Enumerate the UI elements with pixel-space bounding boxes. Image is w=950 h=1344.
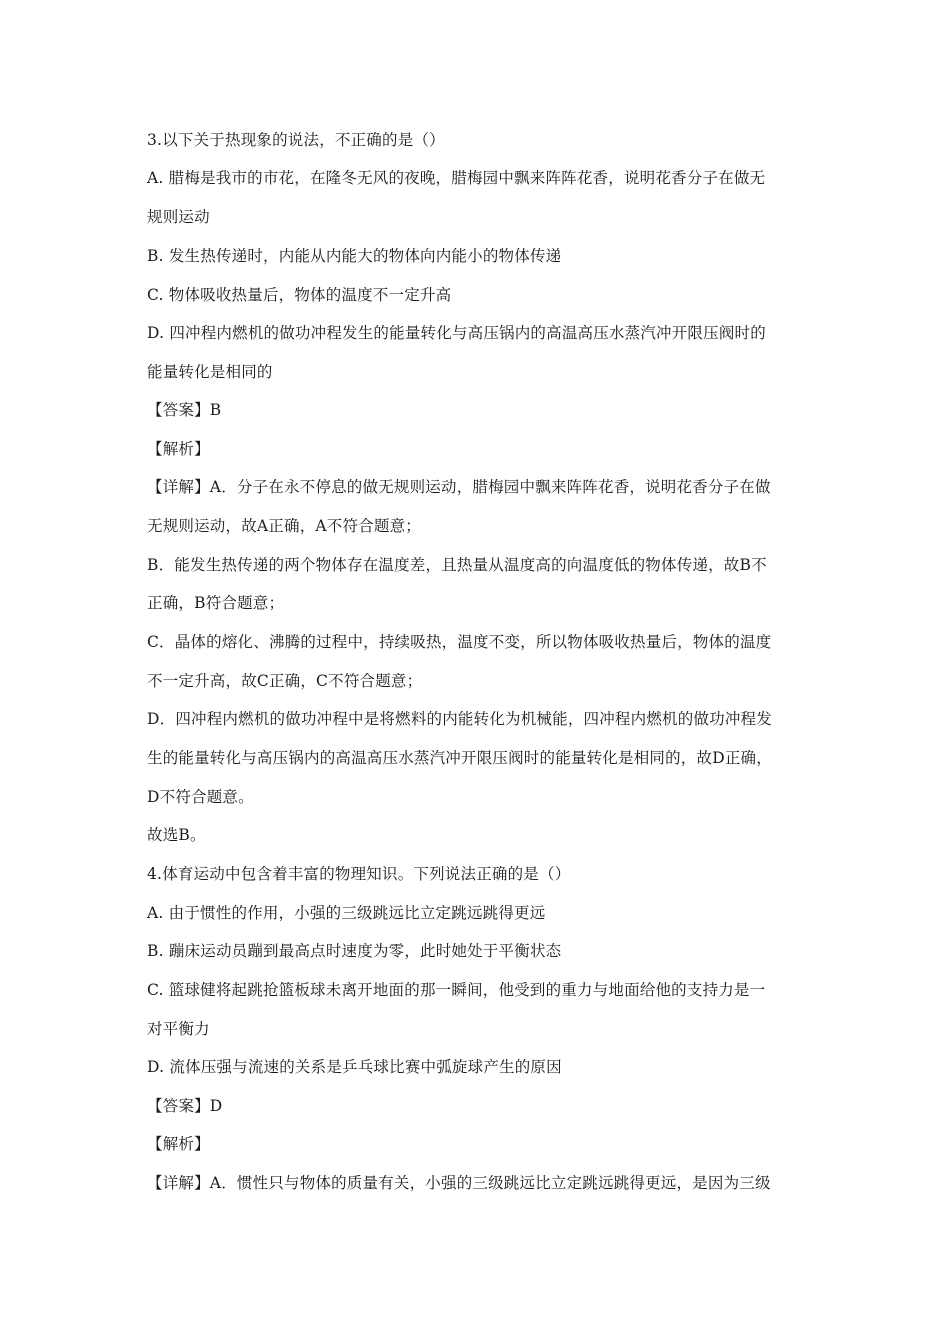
q4-option-b: B. 蹦床运动员蹦到最高点时速度为零，此时她处于平衡状态 — [147, 942, 562, 960]
q3-option-a-line1: A. 腊梅是我市的市花，在隆冬无风的夜晚，腊梅园中飘来阵阵花香，说明花香分子在做无 — [147, 169, 766, 187]
q3-detail-line8: 生的能量转化与高压锅内的高温高压水蒸汽冲开限压阀时的能量转化是相同的，故D正确， — [147, 749, 772, 767]
q3-stem: 3.以下关于热现象的说法，不正确的是（） — [147, 131, 445, 149]
q4-option-c-line2: 对平衡力 — [147, 1020, 210, 1038]
q3-detail-line7: D．四冲程内燃机的做功冲程中是将燃料的内能转化为机械能，四冲程内燃机的做功冲程发 — [147, 710, 772, 728]
q3-conclusion: 故选B。 — [147, 826, 206, 844]
q4-stem: 4.体育运动中包含着丰富的物理知识。下列说法正确的是（） — [147, 865, 571, 883]
q3-option-b: B. 发生热传递时，内能从内能大的物体向内能小的物体传递 — [147, 247, 562, 265]
q3-analysis-heading: 【解析】 — [147, 440, 210, 458]
q4-option-d: D. 流体压强与流速的关系是乒乓球比赛中弧旋球产生的原因 — [147, 1058, 562, 1076]
q3-option-c: C. 物体吸收热量后，物体的温度不一定升高 — [147, 286, 452, 304]
q3-detail-line1: 【详解】A．分子在永不停息的做无规则运动，腊梅园中飘来阵阵花香，说明花香分子在做 — [147, 478, 771, 496]
q4-detail-line1: 【详解】A．惯性只与物体的质量有关，小强的三级跳远比立定跳远跳得更远，是因为三级 — [147, 1174, 771, 1192]
q4-option-c-line1: C. 篮球健将起跳抢篮板球未离开地面的那一瞬间，他受到的重力与地面给他的支持力是一 — [147, 981, 766, 999]
q3-option-d-line1: D. 四冲程内燃机的做功冲程发生的能量转化与高压锅内的高温高压水蒸汽冲开限压阀时的 — [147, 324, 766, 342]
q3-answer: 【答案】B — [147, 401, 222, 419]
q4-option-a: A. 由于惯性的作用，小强的三级跳远比立定跳远跳得更远 — [147, 904, 546, 922]
q3-detail-line9: D不符合题意。 — [147, 788, 254, 806]
q3-option-d-line2: 能量转化是相同的 — [147, 363, 273, 381]
q3-option-a-line2: 规则运动 — [147, 208, 210, 226]
q3-detail-line6: 不一定升高，故C正确，C不符合题意； — [147, 672, 423, 690]
q3-detail-line4: 正确，B符合题意； — [147, 594, 285, 612]
q3-detail-line2: 无规则运动，故A正确，A不符合题意； — [147, 517, 421, 535]
q3-detail-line5: C．晶体的熔化、沸腾的过程中，持续吸热，温度不变，所以物体吸收热量后，物体的温度 — [147, 633, 772, 651]
q4-answer: 【答案】D — [147, 1097, 223, 1115]
q3-detail-line3: B．能发生热传递的两个物体存在温度差，且热量从温度高的向温度低的物体传递，故B不 — [147, 556, 767, 574]
q4-analysis-heading: 【解析】 — [147, 1135, 210, 1153]
